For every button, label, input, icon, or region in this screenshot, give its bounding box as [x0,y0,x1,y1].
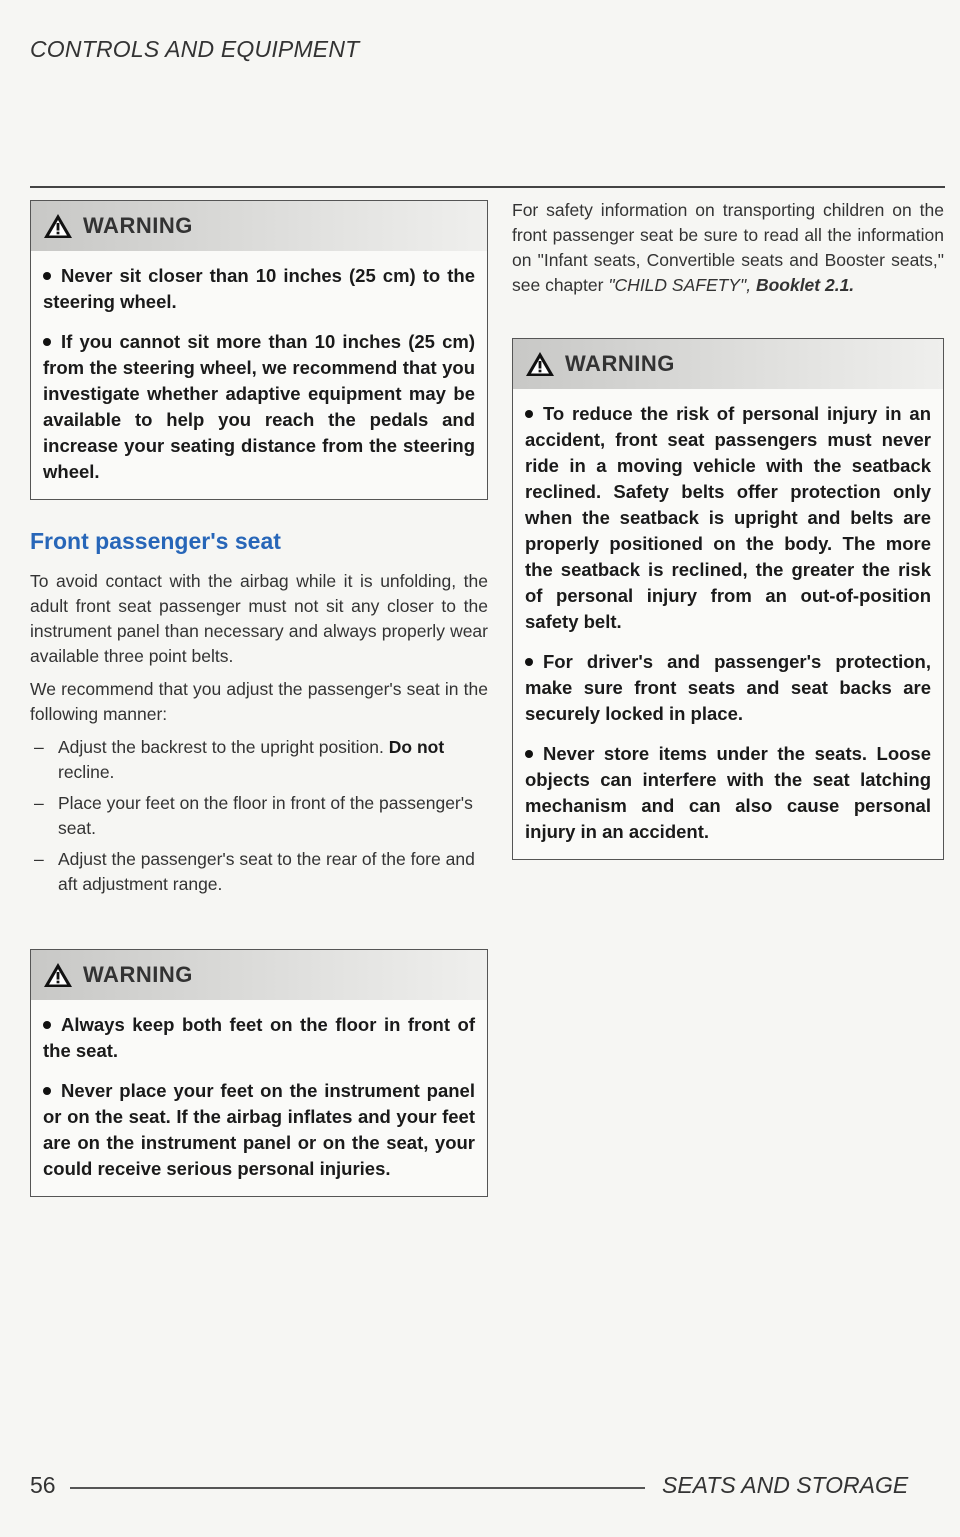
warning-item: If you cannot sit more than 10 inches (25 cm) from the steering wheel, we recommend that you investigate whether adaptive equipment may be available to help you reach the pedals and increase your seating distance from the steering wheel. [43,331,475,482]
bullet-icon [43,272,51,280]
warning-triangle-icon [525,350,555,378]
warning-body [513,389,943,859]
warning-body [31,1000,487,1196]
bullet-icon [43,1087,51,1095]
bullet-icon [525,410,533,418]
page-number: 56 [30,1472,56,1498]
page-header: CONTROLS AND EQUIPMENT [30,36,360,62]
list-item: – Adjust the passenger's seat to the rear of the fore and aft adjustment range. [34,849,475,894]
footer-section-title: SEATS AND STORAGE [662,1472,909,1498]
instruction-list [30,735,488,897]
list-item: – Place your feet on the floor in front of the passenger's seat. [34,793,473,838]
left-column [30,200,488,1197]
bullet-icon [525,750,533,758]
warning-triangle-icon [43,961,73,989]
warning-item: To reduce the risk of personal injury in an accident, front seat passengers must never ride in a moving vehicle with the seatback reclined. Safety belts offer protection only when the seatback is upright and belts are properly positioned on the body. The more the seatback is reclined, the greater the risk of personal injury from an out-of-position safety belt. [525,403,931,632]
bullet-icon [525,658,533,666]
body-paragraph: To avoid contact with the airbag while it is unfolding, the adult front seat passenger must not sit any closer to the instrument panel than necessary and always properly wear available three point belts. [30,571,488,666]
warning-header [31,950,487,1000]
bullet-icon [43,338,51,346]
warning-item: Always keep both feet on the floor in front of the seat. [43,1014,475,1061]
warning-item: For driver's and passenger's protection, make sure front seats and seat backs are securely locked in place. [525,651,931,724]
bullet-icon [43,1021,51,1029]
warning-box-seatback [512,338,944,860]
warning-box-steering [30,200,488,500]
warning-body [31,251,487,499]
warning-item: Never place your feet on the instrument panel or on the seat. If the airbag inflates and your feet are on the instrument panel or on the seat, your could receive serious personal injuries. [43,1080,475,1179]
footer-rule [70,1487,645,1489]
warning-item: Never store items under the seats. Loose objects can interfere with the seat latching mechanism and can also cause personal injury in an accident. [525,743,931,842]
body-paragraph: We recommend that you adjust the passenger's seat in the following manner: [30,679,488,724]
warning-triangle-icon [43,212,73,240]
warning-box-feet [30,949,488,1197]
warning-header [513,339,943,389]
body-paragraph: For safety information on transporting children on the front passenger seat be sure to read all the information on "Infant seats, Convertible seats and Booster seats," see chapter "CHILD SAFETY", Booklet 2.1. [512,200,944,295]
header-rule [30,186,945,188]
warning-title: WARNING [565,351,675,376]
warning-title: WARNING [83,213,193,238]
list-item: – Adjust the backrest to the upright position. Do not recline. [34,737,445,782]
right-column [512,200,944,860]
warning-header [31,201,487,251]
warning-item: Never sit closer than 10 inches (25 cm) to the steering wheel. [43,265,475,312]
warning-title: WARNING [83,962,193,987]
section-title: Front passenger's seat [30,528,281,554]
